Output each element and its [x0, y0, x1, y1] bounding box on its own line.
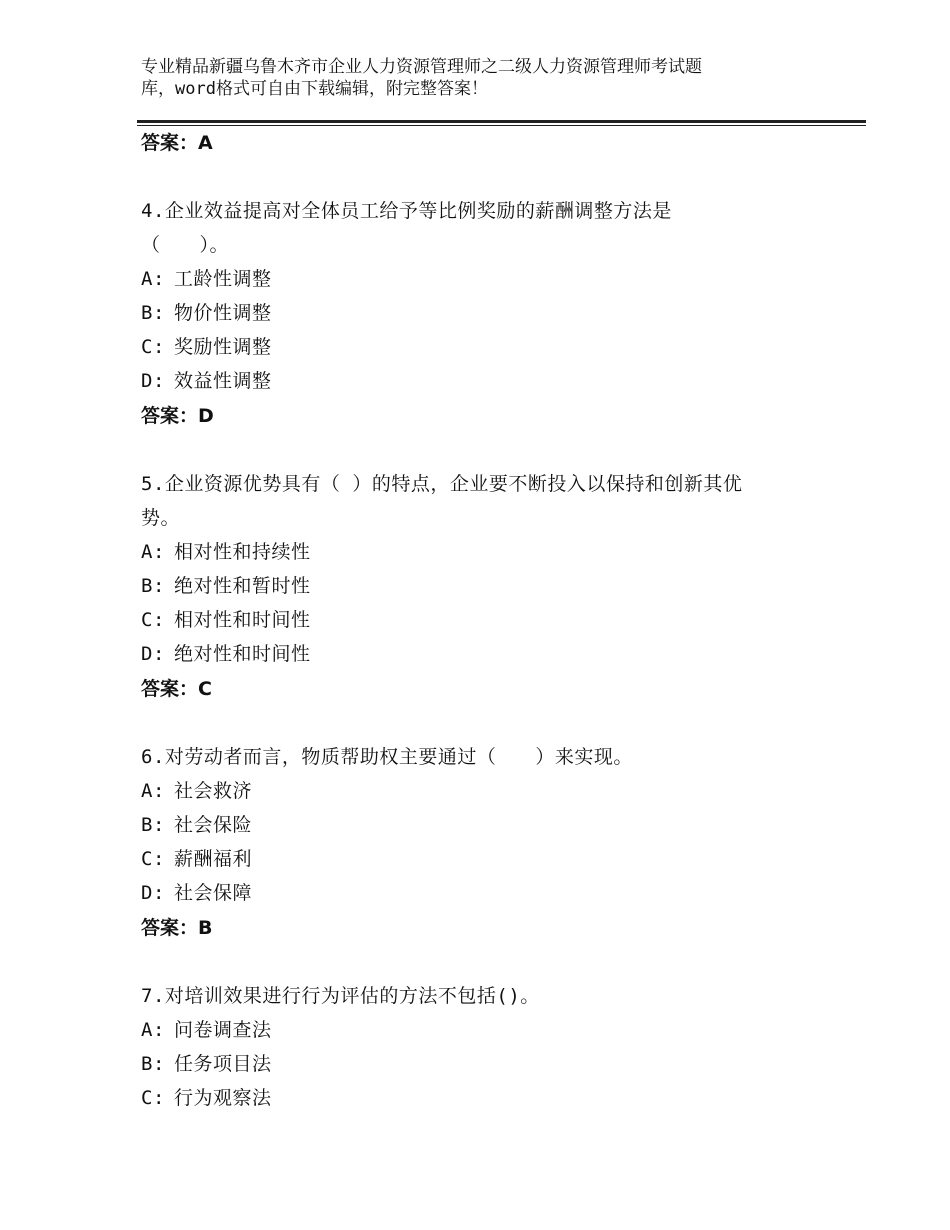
option-label: D:: [141, 370, 165, 392]
question-5-option-b: [141, 574, 311, 598]
option-text: 工龄性调整: [174, 268, 272, 290]
option-label: B:: [141, 302, 165, 324]
option-label: A:: [141, 541, 165, 563]
option-text: 社会保险: [174, 814, 253, 836]
option-label: B:: [141, 1053, 165, 1075]
option-text: 相对性和持续性: [174, 541, 311, 563]
question-7-option-a: [141, 1018, 272, 1042]
option-text: 绝对性和暂时性: [174, 575, 311, 597]
question-7-option-c: [141, 1086, 272, 1110]
option-text: 社会保障: [174, 882, 253, 904]
answer-previous: 答案：A: [141, 132, 213, 154]
question-6-option-d: [141, 881, 252, 905]
option-text: 问卷调查法: [174, 1019, 272, 1041]
question-7-text: 7.对培训效果进行行为评估的方法不包括()。: [141, 985, 540, 1007]
option-label: C:: [141, 609, 165, 631]
option-text: 任务项目法: [174, 1053, 272, 1075]
question-6-answer: 答案：B: [141, 917, 213, 939]
option-text: 奖励性调整: [174, 336, 272, 358]
option-text: 薪酬福利: [174, 848, 253, 870]
option-text: 相对性和时间性: [174, 609, 311, 631]
question-5-answer: 答案：C: [141, 678, 212, 700]
question-5-option-c: [141, 608, 311, 632]
option-text: 物价性调整: [174, 302, 272, 324]
option-label: A:: [141, 1019, 165, 1041]
option-text: 效益性调整: [174, 370, 272, 392]
option-label: C:: [141, 1087, 165, 1109]
question-5-text-cont: 势。: [141, 507, 181, 529]
question-4-text: 4.企业效益提高对全体员工给予等比例奖励的薪酬调整方法是: [141, 200, 672, 222]
question-4-option-d: [141, 369, 272, 393]
header-line-2: 库，word格式可自由下载编辑，附完整答案！: [141, 79, 488, 99]
option-text: 社会救济: [174, 780, 253, 802]
option-text: 行为观察法: [174, 1087, 272, 1109]
question-6-option-c: [141, 847, 252, 871]
option-label: B:: [141, 814, 165, 836]
header-divider-thin: [137, 125, 866, 126]
question-4-option-c: [141, 335, 272, 359]
question-4-option-b: [141, 301, 272, 325]
option-label: D:: [141, 643, 165, 665]
header-line-1: 专业精品新疆乌鲁木齐市企业人力资源管理师之二级人力资源管理师考试题: [141, 57, 702, 77]
question-5-option-a: [141, 540, 311, 564]
question-4-answer: 答案：D: [141, 405, 214, 427]
question-5-option-d: [141, 642, 311, 666]
question-6-option-a: [141, 779, 252, 803]
question-5-text: 5.企业资源优势具有（ ）的特点，企业要不断投入以保持和创新其优: [141, 473, 743, 495]
question-6-text: 6.对劳动者而言，物质帮助权主要通过（ ）来实现。: [141, 746, 633, 768]
question-4-option-a: [141, 267, 272, 291]
option-label: C:: [141, 848, 165, 870]
option-label: A:: [141, 780, 165, 802]
question-4-text-cont: （ ）。: [141, 234, 230, 256]
option-label: D:: [141, 882, 165, 904]
option-label: B:: [141, 575, 165, 597]
option-text: 绝对性和时间性: [174, 643, 311, 665]
document-header: [141, 56, 841, 100]
question-7-option-b: [141, 1052, 272, 1076]
header-divider-thick: [137, 120, 866, 123]
question-6-option-b: [141, 813, 252, 837]
option-label: C:: [141, 336, 165, 358]
option-label: A:: [141, 268, 165, 290]
